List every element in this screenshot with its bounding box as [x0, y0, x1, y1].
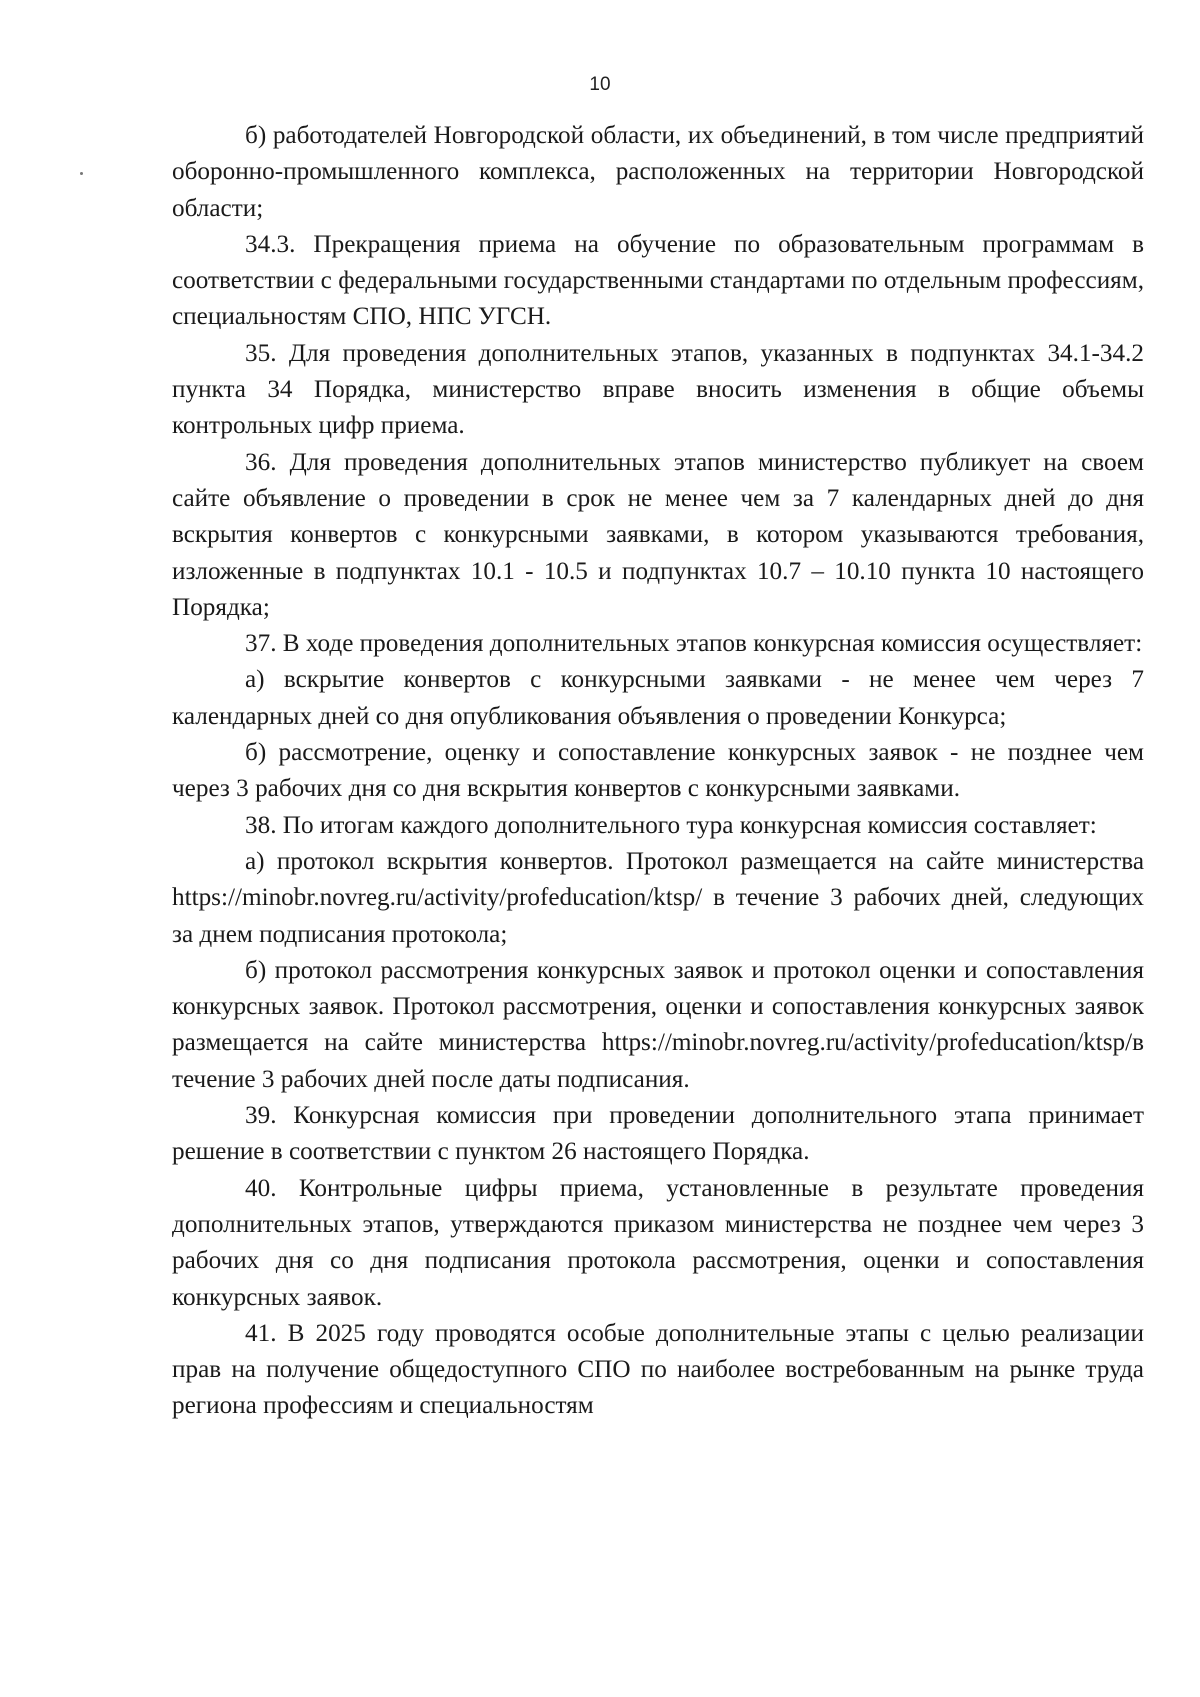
- paragraph-37-a: а) вскрытие конвертов с конкурсными заявками - не менее чем через 7 календарных дней со дня опубликования объявления о проведении Конкурса;: [172, 666, 1144, 730]
- paragraph-38: 38. По итогам каждого дополнительного тура конкурсная комиссия составляет:: [245, 811, 1097, 839]
- paragraph-38-a: а) протокол вскрытия конвертов. Протокол размещается на сайте министерства https://minobr.novreg.ru/activity/profeducation/ktsp/ в течение 3 рабочих дней, следующих за днем подписания протокола;: [172, 847, 1144, 948]
- scan-speck: [80, 172, 83, 175]
- paragraph-35: 35. Для проведения дополнительных этапов, указанных в подпунктах 34.1-34.2 пункта 34 Порядка, министерство вправе вносить изменения в общие объемы контрольных цифр приема.: [172, 339, 1144, 440]
- page-number: 10: [589, 74, 611, 95]
- paragraph-employers: б) работодателей Новгородской области, их объединений, в том числе предприятий оборонно-промышленного комплекса, расположенных на территории Новгородской области;: [172, 122, 1144, 222]
- paragraph-37: 37. В ходе проведения дополнительных этапов конкурсная комиссия осуществляет:: [245, 630, 1143, 658]
- paragraph-34-3: 34.3. Прекращения приема на обучение по образовательным программам в соответствии с федеральными государственными стандартами по отдельным профессиям, специальностям СПО, НПС УГСН.: [172, 230, 1144, 331]
- paragraph-39: 39. Конкурсная комиссия при проведении дополнительного этапа принимает решение в соответствии с пунктом 26 настоящего Порядка.: [172, 1102, 1144, 1166]
- paragraph-36: 36. Для проведения дополнительных этапов министерство публикует на своем сайте объявление о проведении в срок не менее чем за 7 календарных дней до дня вскрытия конвертов с конкурсными заявками, в котором указываются требования, изложенные в подпунктах 10.1 - 10.5 и подпунктах 10.7 – 10.10 пункта 10 настоящего Порядка;: [172, 448, 1144, 621]
- paragraph-38-b: б) протокол рассмотрения конкурсных заявок и протокол оценки и сопоставления конкурсных заявок. Протокол рассмотрения, оценки и сопоставления конкурсных заявок размещается на сайте министерства https://minobr.novreg.ru/activity/profeducation/ktsp/в течение 3 рабочих дней после даты подписания.: [172, 956, 1144, 1093]
- paragraph-41: 41. В 2025 году проводятся особые дополнительные этапы с целью реализации прав на получение общедоступного СПО по наиболее востребованным на рынке труда региона профессиям и специальностям: [172, 1319, 1144, 1420]
- document-body: [172, 118, 1144, 1425]
- paragraph-40: 40. Контрольные цифры приема, установленные в результате проведения дополнительных этапов, утверждаются приказом министерства не позднее чем через 3 рабочих дня со дня подписания протокола рассмотрения, оценки и сопоставления конкурсных заявок.: [172, 1174, 1144, 1311]
- paragraph-37-b: б) рассмотрение, оценку и сопоставление конкурсных заявок - не позднее чем через 3 рабочих дня со дня вскрытия конвертов с конкурсными заявками.: [172, 739, 1144, 803]
